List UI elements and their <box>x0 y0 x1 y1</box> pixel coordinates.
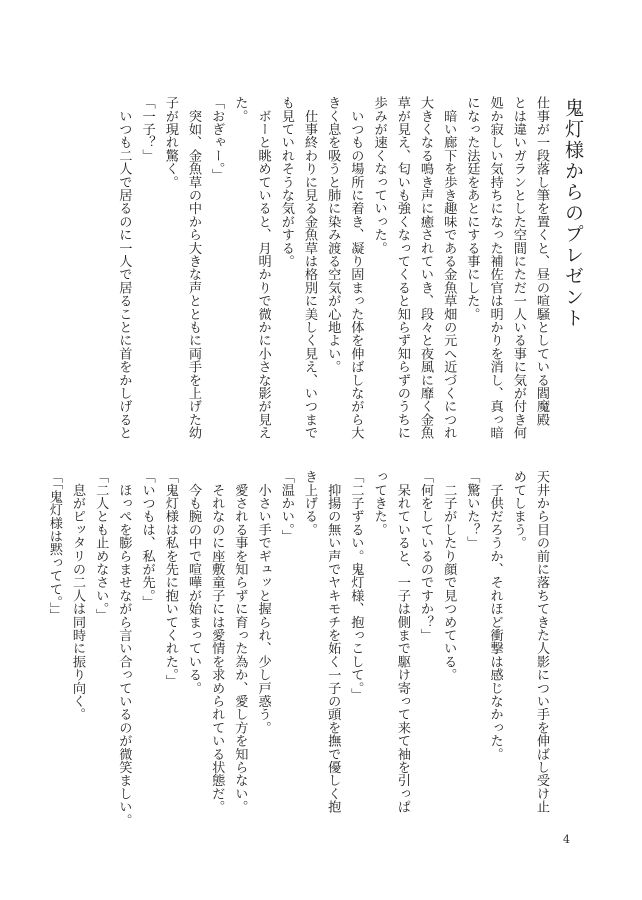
text-line: ボーと眺めていると、月明かりで微かに小さな影が見え <box>255 96 271 440</box>
text-line: 「何をしているのですか？」 <box>418 470 433 642</box>
page-title: 鬼灯様からのプレゼント <box>562 98 584 329</box>
text-line: になった法廷をあとにする事にした。 <box>464 96 480 321</box>
text-line: 息がピッタリの二人は同時に振り向く。 <box>70 470 85 721</box>
text-line: とは違いガランとした空間にただ一人いる事に気が付き何 <box>510 96 526 440</box>
text-line: 子が現れ驚く。 <box>162 96 178 189</box>
page-number: 4 <box>563 833 570 846</box>
text-line: 子供だろうか、それほど衝撃は感じなかった。 <box>487 470 503 761</box>
text-line: 仕事が一段落し筆を置くと、昼の喧騒としている閻魔殿 <box>534 96 549 426</box>
text-line: 「一子？」 <box>139 96 155 162</box>
text-line: それなのに座敷童子には愛情を求められている状態だ。 <box>209 470 225 814</box>
text-line: 「二人とも止めなさい。」 <box>93 470 109 622</box>
text-line: も見ていれそうな気がする。 <box>278 96 294 268</box>
text-line: 突如、金魚草の中から大きな声とともに両手を上げた幼 <box>186 96 201 440</box>
text-line: 呆れていると、一子は側まで駆け寄って来て袖を引っぱ <box>394 470 410 814</box>
text-line: 「いつもは、私が先。」 <box>139 470 155 609</box>
text-line: 処か寂しい気持ちになった補佐官は明かりを消し、真っ暗 <box>487 96 503 440</box>
text-line: 抑揚の無い声でヤキモチを妬く一子の頭を撫で優しく抱 <box>325 470 341 814</box>
text-line: めてしまう。 <box>510 470 526 550</box>
text-line: 天井から目の前に落ちてきた人影につい手を伸ばし受け止 <box>534 470 549 814</box>
text-line: ってきた。 <box>371 470 387 536</box>
text-line: 「「鬼灯様は黙ってて。」」 <box>46 470 62 622</box>
text-line: 大きくなる鳴き声に癒されていき、段々と夜風に靡く金魚 <box>418 96 433 440</box>
text-line: 「温かい。」 <box>278 470 294 543</box>
text-line: 暗い廊下を歩き趣味である金魚草畑の元へ近づくにつれ <box>441 96 457 440</box>
text-line: 歩みが速くなっていった。 <box>371 96 387 255</box>
text-line: 小さい手でギュッと握られ、少し戸惑う。 <box>255 470 271 734</box>
text-line: 今も腕の中で喧嘩が始まっている。 <box>186 470 201 695</box>
text-line: 愛される事を知らずに育った為か、愛し方を知らない。 <box>232 470 248 814</box>
text-line: いつも二人で居るのに一人で居ることに首をかしげると <box>116 96 132 440</box>
text-line: 「驚いた？」 <box>464 470 480 550</box>
text-line: きく息を吸うと肺に染み渡る空気が心地よい。 <box>325 96 341 374</box>
text-line: いつもの場所に着き、凝り固まった体を伸ばしながら大 <box>348 96 364 440</box>
text-line: き上げる。 <box>302 470 317 536</box>
text-line: ほっぺを膨らませながら言い合っているのが微笑ましい。 <box>116 470 132 827</box>
text-line: 仕事終わりに見る金魚草は格別に美しく見え、いつまで <box>302 96 317 440</box>
text-line: 草が見え、匂いも強くなってくると知らず知らずのうちに <box>394 96 410 440</box>
text-line: 「おぎゃー。」 <box>209 96 225 182</box>
text-line: 「鬼灯様は私を先に抱いてくれた。」 <box>162 470 178 688</box>
text-line: 「二子ずるい。鬼灯様、抱っこして。」 <box>348 470 364 701</box>
text-line: 二子がしたり顔で見つめている。 <box>441 470 457 682</box>
text-line: た。 <box>232 96 248 123</box>
